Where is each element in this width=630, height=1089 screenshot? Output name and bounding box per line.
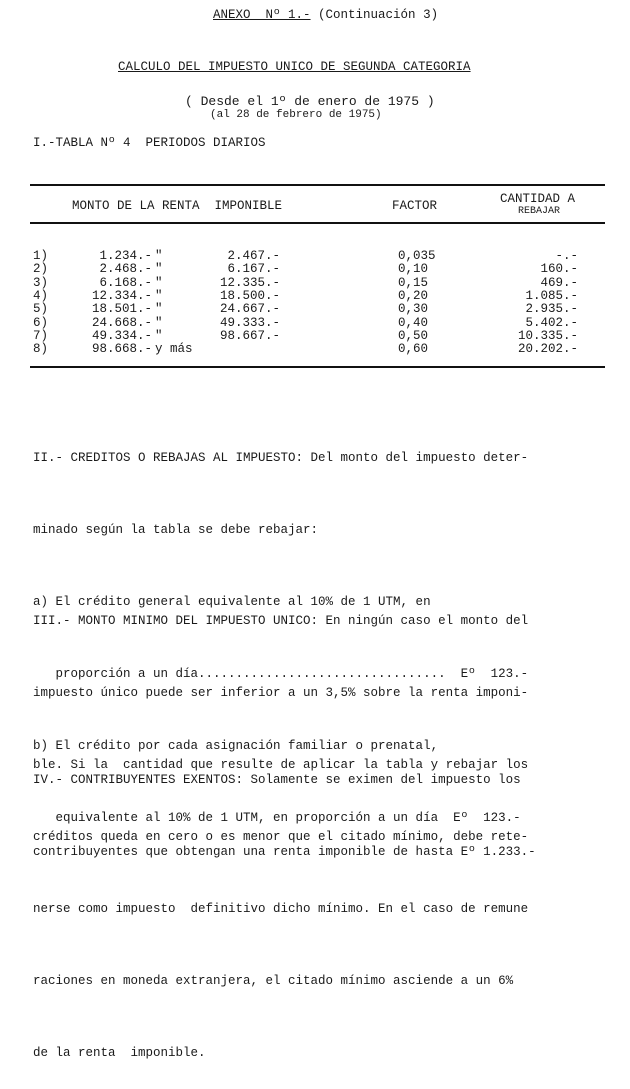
annex-number: ANEXO Nº 1.- [213, 8, 311, 22]
cell-factor: 0,035 [398, 249, 436, 263]
cell-to: 18.500.- [219, 288, 280, 303]
cell-from: 12.334.- [91, 288, 152, 303]
cell-sep: " [155, 315, 163, 330]
cell-to: 12.335.- [219, 275, 280, 290]
table-bottom-rule [30, 366, 605, 368]
cell-rebajar: -.- [555, 249, 578, 263]
table-row [0, 343, 630, 356]
text-line: créditos queda en cero o es menor que el citado mínimo, debe rete- [33, 830, 529, 844]
cell-factor: 0,10 [398, 262, 429, 277]
text-line: de la renta imponible. [33, 1046, 206, 1060]
cell-rebajar: 20.202.- [517, 342, 578, 357]
table-row [0, 317, 630, 330]
cell-rebajar: 2.935.- [525, 302, 578, 317]
text-line: equivalente al 10% de 1 UTM, en proporción a un día Eº 123.- [33, 811, 521, 825]
text-line: ble. Si la cantidad que resulte de aplicar la tabla y rebajar los [33, 758, 529, 772]
period-to: (al 28 de febrero de 1975) [210, 109, 382, 121]
cell-sep: " [155, 275, 163, 290]
cell-factor: 0,60 [398, 342, 429, 357]
cell-n: 3) [33, 275, 49, 290]
cell-n: 1) [33, 249, 49, 263]
cell-n: 5) [33, 302, 49, 317]
cell-to: 24.667.- [219, 302, 280, 317]
cell-n: 4) [33, 288, 49, 303]
cell-sep: y más [155, 342, 193, 357]
cell-to: 6.167.- [227, 262, 280, 277]
cell-n: 6) [33, 315, 49, 330]
cell-sep: " [155, 249, 163, 263]
text-line: raciones en moneda extranjera, el citado mínimo asciende a un 6% [33, 974, 514, 988]
table-row [0, 277, 630, 290]
header-monto: MONTO DE LA RENTA IMPONIBLE [72, 199, 283, 213]
header-rebajar: REBAJAR [518, 206, 561, 217]
cell-rebajar: 10.335.- [517, 328, 578, 343]
cell-to: 2.467.- [227, 249, 280, 263]
text-line: III.- MONTO MINIMO DEL IMPUESTO UNICO: En ningún caso el monto del [33, 614, 529, 628]
text-line: contribuyentes que obtengan una renta imponible de hasta Eº 1.233.- [33, 845, 536, 859]
cell-factor: 0,15 [398, 275, 429, 290]
cell-factor: 0,50 [398, 328, 429, 343]
cell-rebajar: 469.- [540, 275, 578, 290]
cell-from: 6.168.- [99, 275, 152, 290]
cell-rebajar: 160.- [540, 262, 578, 277]
cell-n: 7) [33, 328, 49, 343]
cell-to: 98.667.- [219, 328, 280, 343]
cell-n: 2) [33, 262, 49, 277]
text-line: impuesto único puede ser inferior a un 3,5% sobre la renta imponi- [33, 686, 529, 700]
cell-sep: " [155, 288, 163, 303]
cell-n: 8) [33, 342, 49, 357]
cell-sep: " [155, 262, 163, 277]
text-line: b) El crédito por cada asignación familiar o prenatal, [33, 739, 439, 753]
section-1-heading: I.-TABLA Nº 4 PERIODOS DIARIOS [33, 136, 266, 150]
cell-sep: " [155, 328, 163, 343]
text-line: nerse como impuesto definitivo dicho mínimo. En el caso de remune [33, 902, 529, 916]
text-line: a) El crédito general equivalente al 10% de 1 UTM, en [33, 595, 431, 609]
cell-from: 1.234.- [99, 249, 152, 263]
header-factor: FACTOR [392, 199, 438, 213]
cell-sep: " [155, 302, 163, 317]
table-top-rule [30, 184, 605, 186]
continuation-label: (Continuación 3) [318, 8, 439, 22]
document-title: CALCULO DEL IMPUESTO UNICO DE SEGUNDA CATEGORIA [118, 60, 471, 74]
table-row [0, 303, 630, 316]
text-line: proporción a un día................................. Eº 123.- [33, 667, 529, 681]
cell-to: 49.333.- [219, 315, 280, 330]
table-row [0, 250, 630, 263]
cell-from: 49.334.- [91, 328, 152, 343]
header-cantidad: CANTIDAD A [500, 192, 576, 206]
cell-from: 98.668.- [91, 342, 152, 357]
cell-rebajar: 5.402.- [525, 315, 578, 330]
cell-factor: 0,30 [398, 302, 429, 317]
cell-factor: 0,20 [398, 288, 429, 303]
cell-factor: 0,40 [398, 315, 429, 330]
text-line: minado según la tabla se debe rebajar: [33, 523, 319, 537]
cell-from: 18.501.- [91, 302, 152, 317]
cell-from: 24.668.- [91, 315, 152, 330]
section-4 [33, 720, 536, 888]
text-line: II.- CREDITOS O REBAJAS AL IMPUESTO: Del monto del impuesto deter- [33, 451, 529, 465]
table-row [0, 330, 630, 343]
period-from: ( Desde el 1º de enero de 1975 ) [185, 94, 435, 109]
cell-rebajar: 1.085.- [525, 288, 578, 303]
table-header-rule [30, 222, 605, 224]
text-line: IV.- CONTRIBUYENTES EXENTOS: Solamente se eximen del impuesto los [33, 773, 521, 787]
cell-from: 2.468.- [99, 262, 152, 277]
table-row [0, 290, 630, 303]
annex-header [213, 8, 438, 22]
table-row [0, 263, 630, 276]
